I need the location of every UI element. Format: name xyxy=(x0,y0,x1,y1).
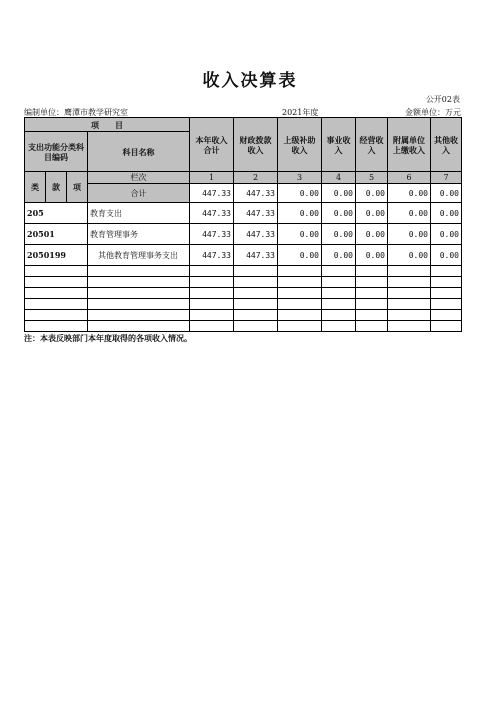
row-value: 0.00 xyxy=(322,203,356,224)
table-row xyxy=(25,203,462,224)
col-num-2: 2 xyxy=(234,172,278,184)
row-value: 0.00 xyxy=(388,203,431,224)
row-name: 教育支出 xyxy=(88,203,190,224)
row-value: 0.00 xyxy=(431,224,462,245)
row-value: 0.00 xyxy=(431,203,462,224)
col-num-6: 6 xyxy=(388,172,431,184)
income-table xyxy=(24,117,462,332)
total-value: 0.00 xyxy=(431,184,462,203)
header-col-5: 经营收入 xyxy=(356,118,388,172)
blank-row xyxy=(25,277,462,288)
table-row xyxy=(25,224,462,245)
row-value: 0.00 xyxy=(356,203,388,224)
total-value: 447.33 xyxy=(234,184,278,203)
header-col-3: 上级补助收入 xyxy=(278,118,322,172)
row-name: 其他教育管理事务支出 xyxy=(88,245,190,266)
row-value: 0.00 xyxy=(322,224,356,245)
row-value: 0.00 xyxy=(356,224,388,245)
blank-row xyxy=(25,266,462,277)
row-code: 2050199 xyxy=(25,245,88,266)
row-value: 0.00 xyxy=(431,245,462,266)
row-value: 0.00 xyxy=(356,245,388,266)
money-unit: 金额单位：万元 xyxy=(405,108,461,117)
header-code-group: 支出功能分类科目编码 xyxy=(25,132,88,172)
total-value: 0.00 xyxy=(322,184,356,203)
report-title: 收入决算表 xyxy=(202,71,298,91)
blank-row xyxy=(25,321,462,332)
row-value: 0.00 xyxy=(388,245,431,266)
total-value: 447.33 xyxy=(190,184,234,203)
total-value: 0.00 xyxy=(388,184,431,203)
total-value: 0.00 xyxy=(278,184,322,203)
col-num-4: 4 xyxy=(322,172,356,184)
row-value: 0.00 xyxy=(278,203,322,224)
header-xiangmu: 项 目 xyxy=(25,118,190,132)
total-row xyxy=(25,184,462,203)
header-col-1: 本年收入合计 xyxy=(190,118,234,172)
header-col-4: 事业收入 xyxy=(322,118,356,172)
total-value: 0.00 xyxy=(356,184,388,203)
total-label: 合计 xyxy=(88,184,190,203)
header-col-7: 其他收入 xyxy=(431,118,462,172)
row-value: 0.00 xyxy=(278,245,322,266)
row-value: 0.00 xyxy=(322,245,356,266)
row-value: 0.00 xyxy=(388,224,431,245)
row-value: 447.33 xyxy=(234,224,278,245)
row-code: 20501 xyxy=(25,224,88,245)
header-lanci: 栏次 xyxy=(88,172,190,184)
blank-row xyxy=(25,299,462,310)
header-subject-name: 科目名称 xyxy=(88,132,190,172)
header-lei: 类 xyxy=(25,172,46,203)
row-value: 447.33 xyxy=(234,245,278,266)
col-num-1: 1 xyxy=(190,172,234,184)
col-num-5: 5 xyxy=(356,172,388,184)
row-name: 教育管理事务 xyxy=(88,224,190,245)
row-value: 447.33 xyxy=(190,203,234,224)
row-value: 447.33 xyxy=(234,203,278,224)
col-num-3: 3 xyxy=(278,172,322,184)
fiscal-year: 2021年度 xyxy=(282,108,319,117)
row-value: 447.33 xyxy=(190,245,234,266)
compiling-unit: 编制单位：鹰潭市教学研究室 xyxy=(24,108,128,117)
col-num-7: 7 xyxy=(431,172,462,184)
row-code: 205 xyxy=(25,203,88,224)
table-row xyxy=(25,245,462,266)
header-col-2: 财政拨款收入 xyxy=(234,118,278,172)
header-col-6: 附属单位上缴收入 xyxy=(388,118,431,172)
header-xiang: 项 xyxy=(67,172,88,203)
row-value: 0.00 xyxy=(278,224,322,245)
footnote: 注：本表反映部门本年度取得的各项收入情况。 xyxy=(24,333,192,343)
blank-row xyxy=(25,310,462,321)
row-value: 447.33 xyxy=(190,224,234,245)
header-kuan: 款 xyxy=(46,172,67,203)
form-number: 公开02表 xyxy=(425,95,460,104)
blank-row xyxy=(25,288,462,299)
